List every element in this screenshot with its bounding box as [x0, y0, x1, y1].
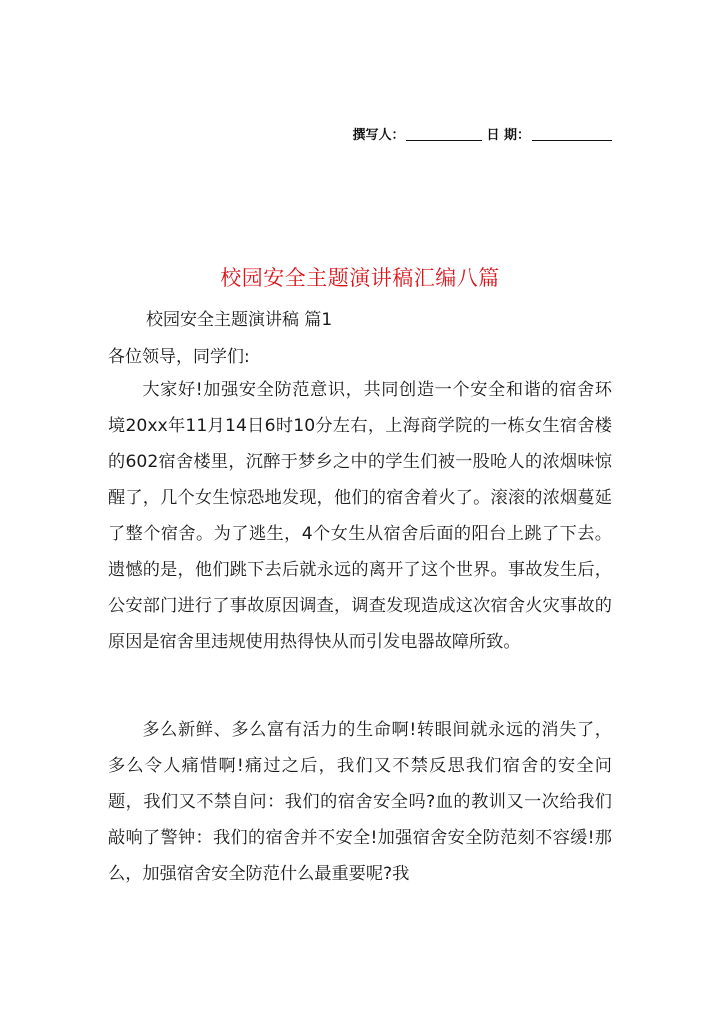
date-label: 日 期：: [486, 128, 530, 143]
date-blank: [532, 126, 612, 141]
body-paragraph: 大家好!加强安全防范意识，共同创造一个安全和谐的宿舍环境20xx年11月14日6时10分左右，上海商学院的一栋女生宿舍楼的602宿舍楼里，沉醉于梦乡之中的学生们被一股呛人的浓烟味惊醒了，几个女生惊恐地发现，他们的宿舍着火了。滚滚的浓烟蔓延了整个宿舍。为了逃生，4个女生从宿舍后面的阳台上跳了下去。遗憾的是，他们跳下去后就永远的离开了这个世界。事故发生后，公安部门进行了事故原因调查，调查发现造成这次宿舍火灾事故的原因是宿舍里违规使用热得快从而引发电器故障所致。: [108, 380, 612, 652]
author-blank: [406, 126, 482, 141]
section-subtitle: 校园安全主题演讲稿 篇1: [146, 310, 333, 330]
author-date-line: [352, 124, 612, 143]
body-paragraph: 多么新鲜、多么富有活力的生命啊!转眼间就永远的消失了，多么令人痛惜啊!痛过之后，我们又不禁反思我们宿舍的安全问题，我们又不禁自问：我们的宿舍安全吗?血的教训又一次给我们敲响了警钟：我们的宿舍并不安全!加强宿舍安全防范刻不容缓!那么，加强宿舍安全防范什么最重要呢?我: [108, 720, 612, 884]
salutation: 各位领导，同学们:: [108, 347, 250, 367]
author-label: 撰写人：: [352, 128, 405, 143]
document-title: 校园安全主题演讲稿汇编八篇: [220, 266, 500, 290]
